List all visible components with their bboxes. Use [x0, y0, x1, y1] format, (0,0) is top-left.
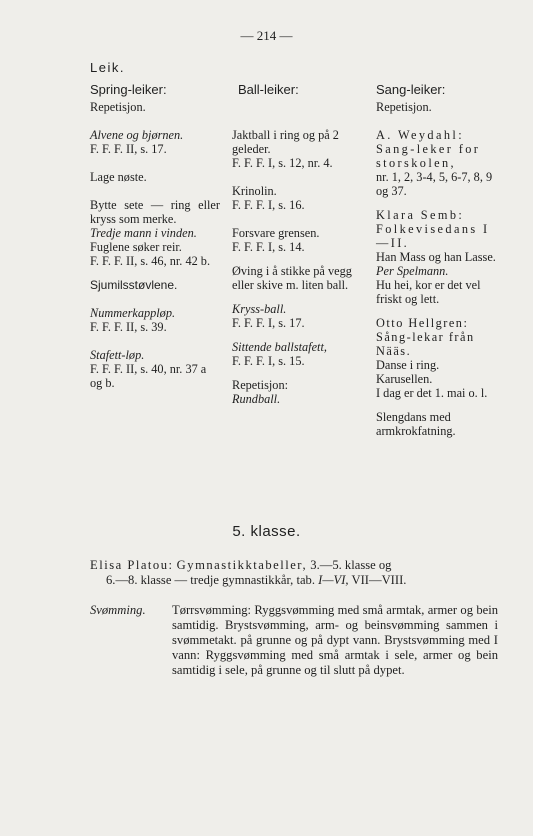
list-item: Øving i å stikke på vegg eller skive m. liten ball. [232, 264, 352, 292]
list-item: Lage nøste. [90, 170, 147, 184]
list-item: Repetisjon: [232, 378, 289, 392]
ball-heading: Ball-leiker: [238, 82, 299, 97]
list-item: Krinolin. [232, 184, 277, 198]
reference-author: Elisa Platou: [90, 558, 174, 572]
list-item-ref: F. F. F. I, s. 15. [232, 354, 305, 368]
list-item: Kryss-ball. [232, 302, 287, 316]
list-item: Stafett-løp. [90, 348, 145, 362]
spring-heading: Spring-leiker: [90, 82, 167, 97]
list-item-author: A. Weydahl: [376, 128, 465, 142]
reference-detail: 6.—8. klasse — tredje gymnastikkår, tab. [106, 573, 315, 587]
list-item: Sjumilsstøvlene. [90, 278, 178, 292]
list-item-ref: F. F. F. II, s. 39. [90, 320, 167, 334]
list-item: Sång-lekar från Nääs. [376, 330, 475, 358]
list-item-ref: F. F. F. II, s. 46, nr. 42 b. [90, 254, 211, 268]
list-item: Danse i ring. [376, 358, 440, 372]
klasse-heading: 5. klasse. [232, 523, 301, 540]
list-item: Forsvare grensen. [232, 226, 320, 240]
list-item-ref: F. F. F. II, s. 40, nr. 37 a og b. [90, 362, 207, 390]
swimming-text: Tørrsvømming: Ryggsvømming med små armtak, armer og bein samtidig. Brystsvømming, arm- og beinsvømming sammen i svømmetakt. på grunne og på dypt vann. Brystsvømming med I vann: Ryggsvømming med små armtak i sele, armer og bein samtidig i sele, på grunne og til slutt på dypet. [172, 603, 498, 677]
list-item-ref: nr. 1, 2, 3-4, 5, 6-7, 8, 9 og 37. [376, 170, 493, 198]
list-item-ref: F. F. F. I, s. 14. [232, 240, 305, 254]
reference-detail: VII—VIII. [351, 573, 407, 587]
sang-column [376, 128, 502, 438]
ball-column [232, 128, 360, 406]
list-item: Slengdans med armkrokfatning. [376, 410, 456, 438]
list-item: Per Spelmann. [376, 264, 449, 278]
list-item: Bytte sete — ring eller kryss som merke. [90, 198, 220, 226]
reference-title: Gymnastikktabeller, [176, 558, 308, 572]
reference-detail: 3.—5. klasse og [310, 558, 392, 572]
list-item: Han Mass og han Lasse. [376, 250, 496, 264]
list-item: Folkevisedans I—II. [376, 222, 490, 250]
page-number: — 214 — [240, 28, 293, 43]
spring-column [90, 128, 220, 390]
list-item: Alvene og bjørnen. [90, 128, 184, 142]
list-item: Sittende ballstafett, [232, 340, 327, 354]
list-item-author: Otto Hellgren: [376, 316, 469, 330]
list-item: I dag er det 1. mai o. l. [376, 386, 488, 400]
list-item: Rundball. [232, 392, 281, 406]
list-item: Tredje mann i vinden. [90, 226, 197, 240]
list-item: Karusellen. [376, 372, 433, 386]
sang-heading: Sang-leiker: [376, 82, 446, 97]
list-item-ref: F. F. F. I, s. 16. [232, 198, 305, 212]
list-item: Jaktball i ring og på 2 geleder. [232, 128, 339, 156]
spring-subheading: Repetisjon. [90, 100, 146, 114]
list-item: Hu hei, kor er det vel friskt og lett. [376, 278, 481, 306]
list-item: Sang-leker for storskolen, [376, 142, 481, 170]
list-item-ref: F. F. F. I, s. 12, nr. 4. [232, 156, 333, 170]
list-item: Nummerkappløp. [90, 306, 176, 320]
section-title: Leik. [90, 60, 125, 75]
reference-detail: I—VI, [318, 573, 349, 587]
list-item-ref: F. F. F. II, s. 17. [90, 142, 167, 156]
list-item-ref: F. F. F. I, s. 17. [232, 316, 305, 330]
list-item-author: Klara Semb: [376, 208, 465, 222]
sang-subheading: Repetisjon. [376, 100, 432, 114]
reference [90, 558, 500, 588]
list-item: Fuglene søker reir. [90, 240, 182, 254]
swimming-label: Svømming. [90, 603, 146, 617]
